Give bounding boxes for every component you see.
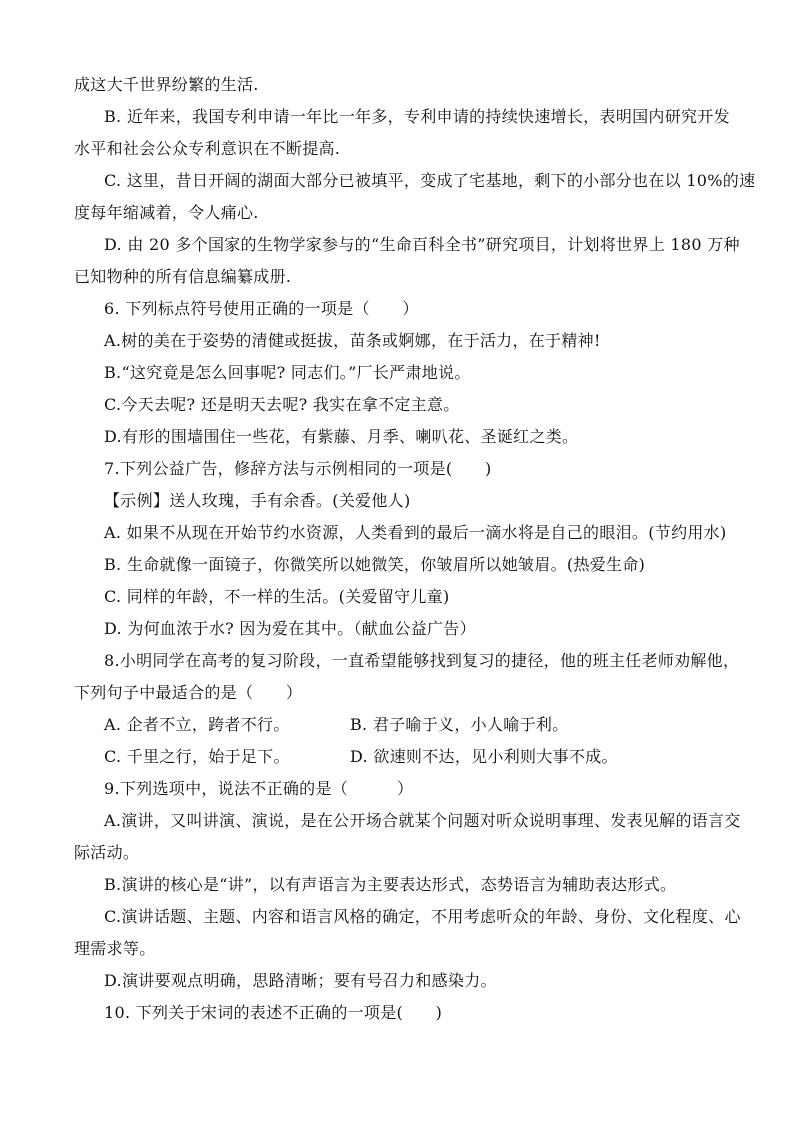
question-6: 6. 下列标点符号使用正确的一项是（ ） [104,299,419,318]
question-8-continued: 下列句子中最适合的是（ ） [74,683,303,702]
question-9-option-c: C.演讲话题、主题、内容和语言风格的确定，不用考虑听众的年龄、身份、文化程度、心 [104,907,741,926]
question-7-example: 【示例】送人玫瑰，手有余香。(关爱他人) [104,491,411,510]
question-8-option-c: C. 千里之行，始于足下。 [104,747,290,766]
question-8: 8.小明同学在高考的复习阶段，一直希望能够找到复习的捷径，他的班主任老师劝解他， [104,651,740,670]
question-10: 10. 下列关于宋词的表述不正确的一项是( ) [104,1003,443,1022]
question-6-option-c: C.今天去呢? 还是明天去呢? 我实在拿不定主意。 [104,395,460,414]
text-line: 水平和社会公众专利意识在不断提高. [74,139,341,158]
question-9-option-a: A.演讲，又叫讲演、演说，是在公开场合就某个问题对听众说明事理、发表见解的语言交 [104,811,741,830]
question-6-option-d: D.有形的围墙围住一些花，有紫藤、月季、喇叭花、圣诞红之类。 [104,427,579,446]
question-9: 9.下列选项中，说法不正确的是（ ） [104,779,414,798]
question-7-option-b: B. 生命就像一面镜子，你微笑所以她微笑，你皱眉所以她皱眉。(热爱生命) [104,555,646,574]
option-d-line: D. 由 20 多个国家的生物学家参与的“生命百科全书”研究项目，计划将世界上 180 万种 [104,235,740,254]
question-6-option-b: B.“这究竟是怎么回事呢? 同志们。”厂长严肃地说。 [104,363,471,382]
question-8-option-d: D. 欲速则不达，见小利则大事不成。 [350,747,618,766]
option-c-line: C. 这里，昔日开阔的湖面大部分已被填平，变成了宅基地，剩下的小部分也在以 10%的速 [104,171,756,190]
text-line: 成这大千世界纷繁的生活. [74,75,259,94]
question-7-option-c: C. 同样的年龄，不一样的生活。(关爱留守儿童) [104,587,450,606]
question-8-option-b: B. 君子喻于义，小人喻于利。 [350,715,569,734]
question-7: 7.下列公益广告，修辞方法与示例相同的一项是( ) [104,459,492,478]
text-line: 理需求等。 [74,939,156,958]
question-9-option-b: B.演讲的核心是“讲”，以有声语言为主要表达形式，态势语言为辅助表达形式。 [104,875,677,894]
question-8-option-a: A. 企者不立，跨者不行。 [104,715,290,734]
text-line: 已知物种的所有信息编纂成册. [74,267,292,286]
option-b-line: B. 近年来，我国专利申请一年比一年多，专利申请的持续快速增长，表明国内研究开发 [104,107,730,126]
text-line: 度每年缩减着，令人痛心. [74,203,259,222]
question-7-option-d: D. 为何血浓于水? 因为爱在其中。（献血公益广告） [104,619,476,638]
question-7-option-a: A. 如果不从现在开始节约水资源，人类看到的最后一滴水将是自己的眼泪。(节约用水) [104,523,727,542]
question-9-option-d: D.演讲要观点明确，思路清晰；要有号召力和感染力。 [104,971,497,990]
question-6-option-a: A.树的美在于姿势的清健或挺拔，苗条或婀娜，在于活力，在于精神! [104,331,601,350]
text-line: 际活动。 [74,843,140,862]
